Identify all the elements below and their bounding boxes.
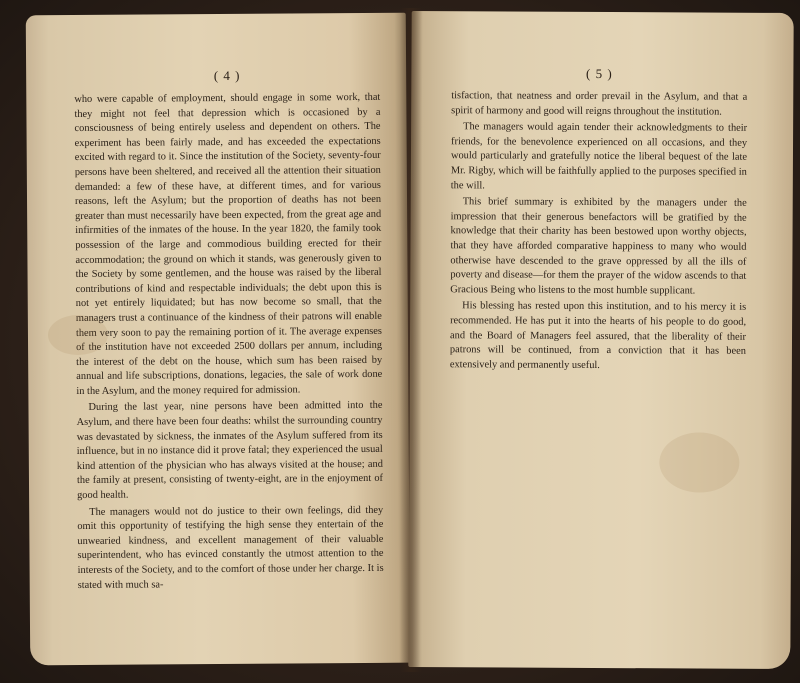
paragraph: This brief summary is exhibited by the managers under the impression that their generous benefactors will be gratified by the knowledge that their charity has been bestowed upon worthy objects, that they have afforded comparative happiness to many who would otherwise have descended to the grave oppressed by all the ills of poverty and disease—for them the prayer of the widow ascends to that Gracious Being who listens to the most humble supplicant.	[450, 196, 747, 297]
paragraph: The managers would not do justice to their own feelings, did they omit this opportunity of testifying the high sense they entertain of the unwearied kindness, and excellent management of their valuable superintendent, who has evinced constantly the utmost attention to the interests of the Society, and to the comfort of those under her charge. It is stated with much sa-	[77, 504, 384, 591]
right-page	[408, 11, 793, 669]
paragraph: The managers would again tender their acknowledgments to their friends, for the benevolence experienced on all occasions, and they would particularly and gratefully notice the liberal bequest of the late Mr. Rigby, which will be faithfully applied to the purposes specified in the will.	[450, 121, 748, 191]
paper-stain	[659, 432, 739, 492]
paragraph: who were capable of employment, should engage in some work, that they might not feel that depression which is occasioned by a consciousness of being entirely useless and dependent on others. The experiment has been fairly made, and has exceeded the expectations excited with regard to it. Since the institution of the Society, seventy-four persons have been sheltered, and received all the attention their situation demanded: a few of these have, at different times, and for various reasons, left the Asylum; but the proportion of deaths has not been greater than must necessarily have been expected, from the great age and infirmities of the inmates of the house. In the year 1820, the family took possession of the large and commodious building erected for their accommodation; the ground on which it stands, was generously given to the Society by some gentlemen, and the house was raised by the liberal contributions of kind and respectable individuals; the debt upon this is not yet entirely liquidated; but has now become so small, that the managers trust a continuance of the kindness of their patrons will enable them very soon to pay the remaining portion of it. The average expenses of the institution have not exceeded 2500 dollars per annum, including the interest of the debt on the house, which sum has been raised by annual and life subscriptions, donations, legacies, the sale of work done in the Asylum, and the money required for admission.	[74, 91, 383, 397]
left-page-text	[74, 91, 383, 593]
left-page	[26, 13, 411, 666]
page-number-right: ( 5 )	[586, 65, 613, 82]
page-number-left: ( 4 )	[213, 67, 241, 84]
right-page-text	[450, 89, 747, 374]
book-spread	[28, 8, 788, 668]
paragraph: tisfaction, that neatness and order prevail in the Asylum, and that a spirit of harmony and good will reigns throughout the institution.	[451, 90, 748, 118]
paragraph: During the last year, nine persons have been admitted into the Asylum, and there have been four deaths: whilst the surrounding country was devastated by sickness, the inmates of the Asylum suffered from its influence, but in no instance did it prove fatal; they experienced the usual kind attention of the physician who has always visited at the house; and the family at present, consisting of twenty-eight, are in the enjoyment of good health.	[76, 400, 384, 502]
paragraph: His blessing has rested upon this institution, and to his mercy it is recommended. He has put it into the hearts of his people to do good, and the Board of Managers feel assured, that the liberality of their patrons will be continued, from a conviction that it has been extensively and permanently useful.	[449, 300, 747, 371]
